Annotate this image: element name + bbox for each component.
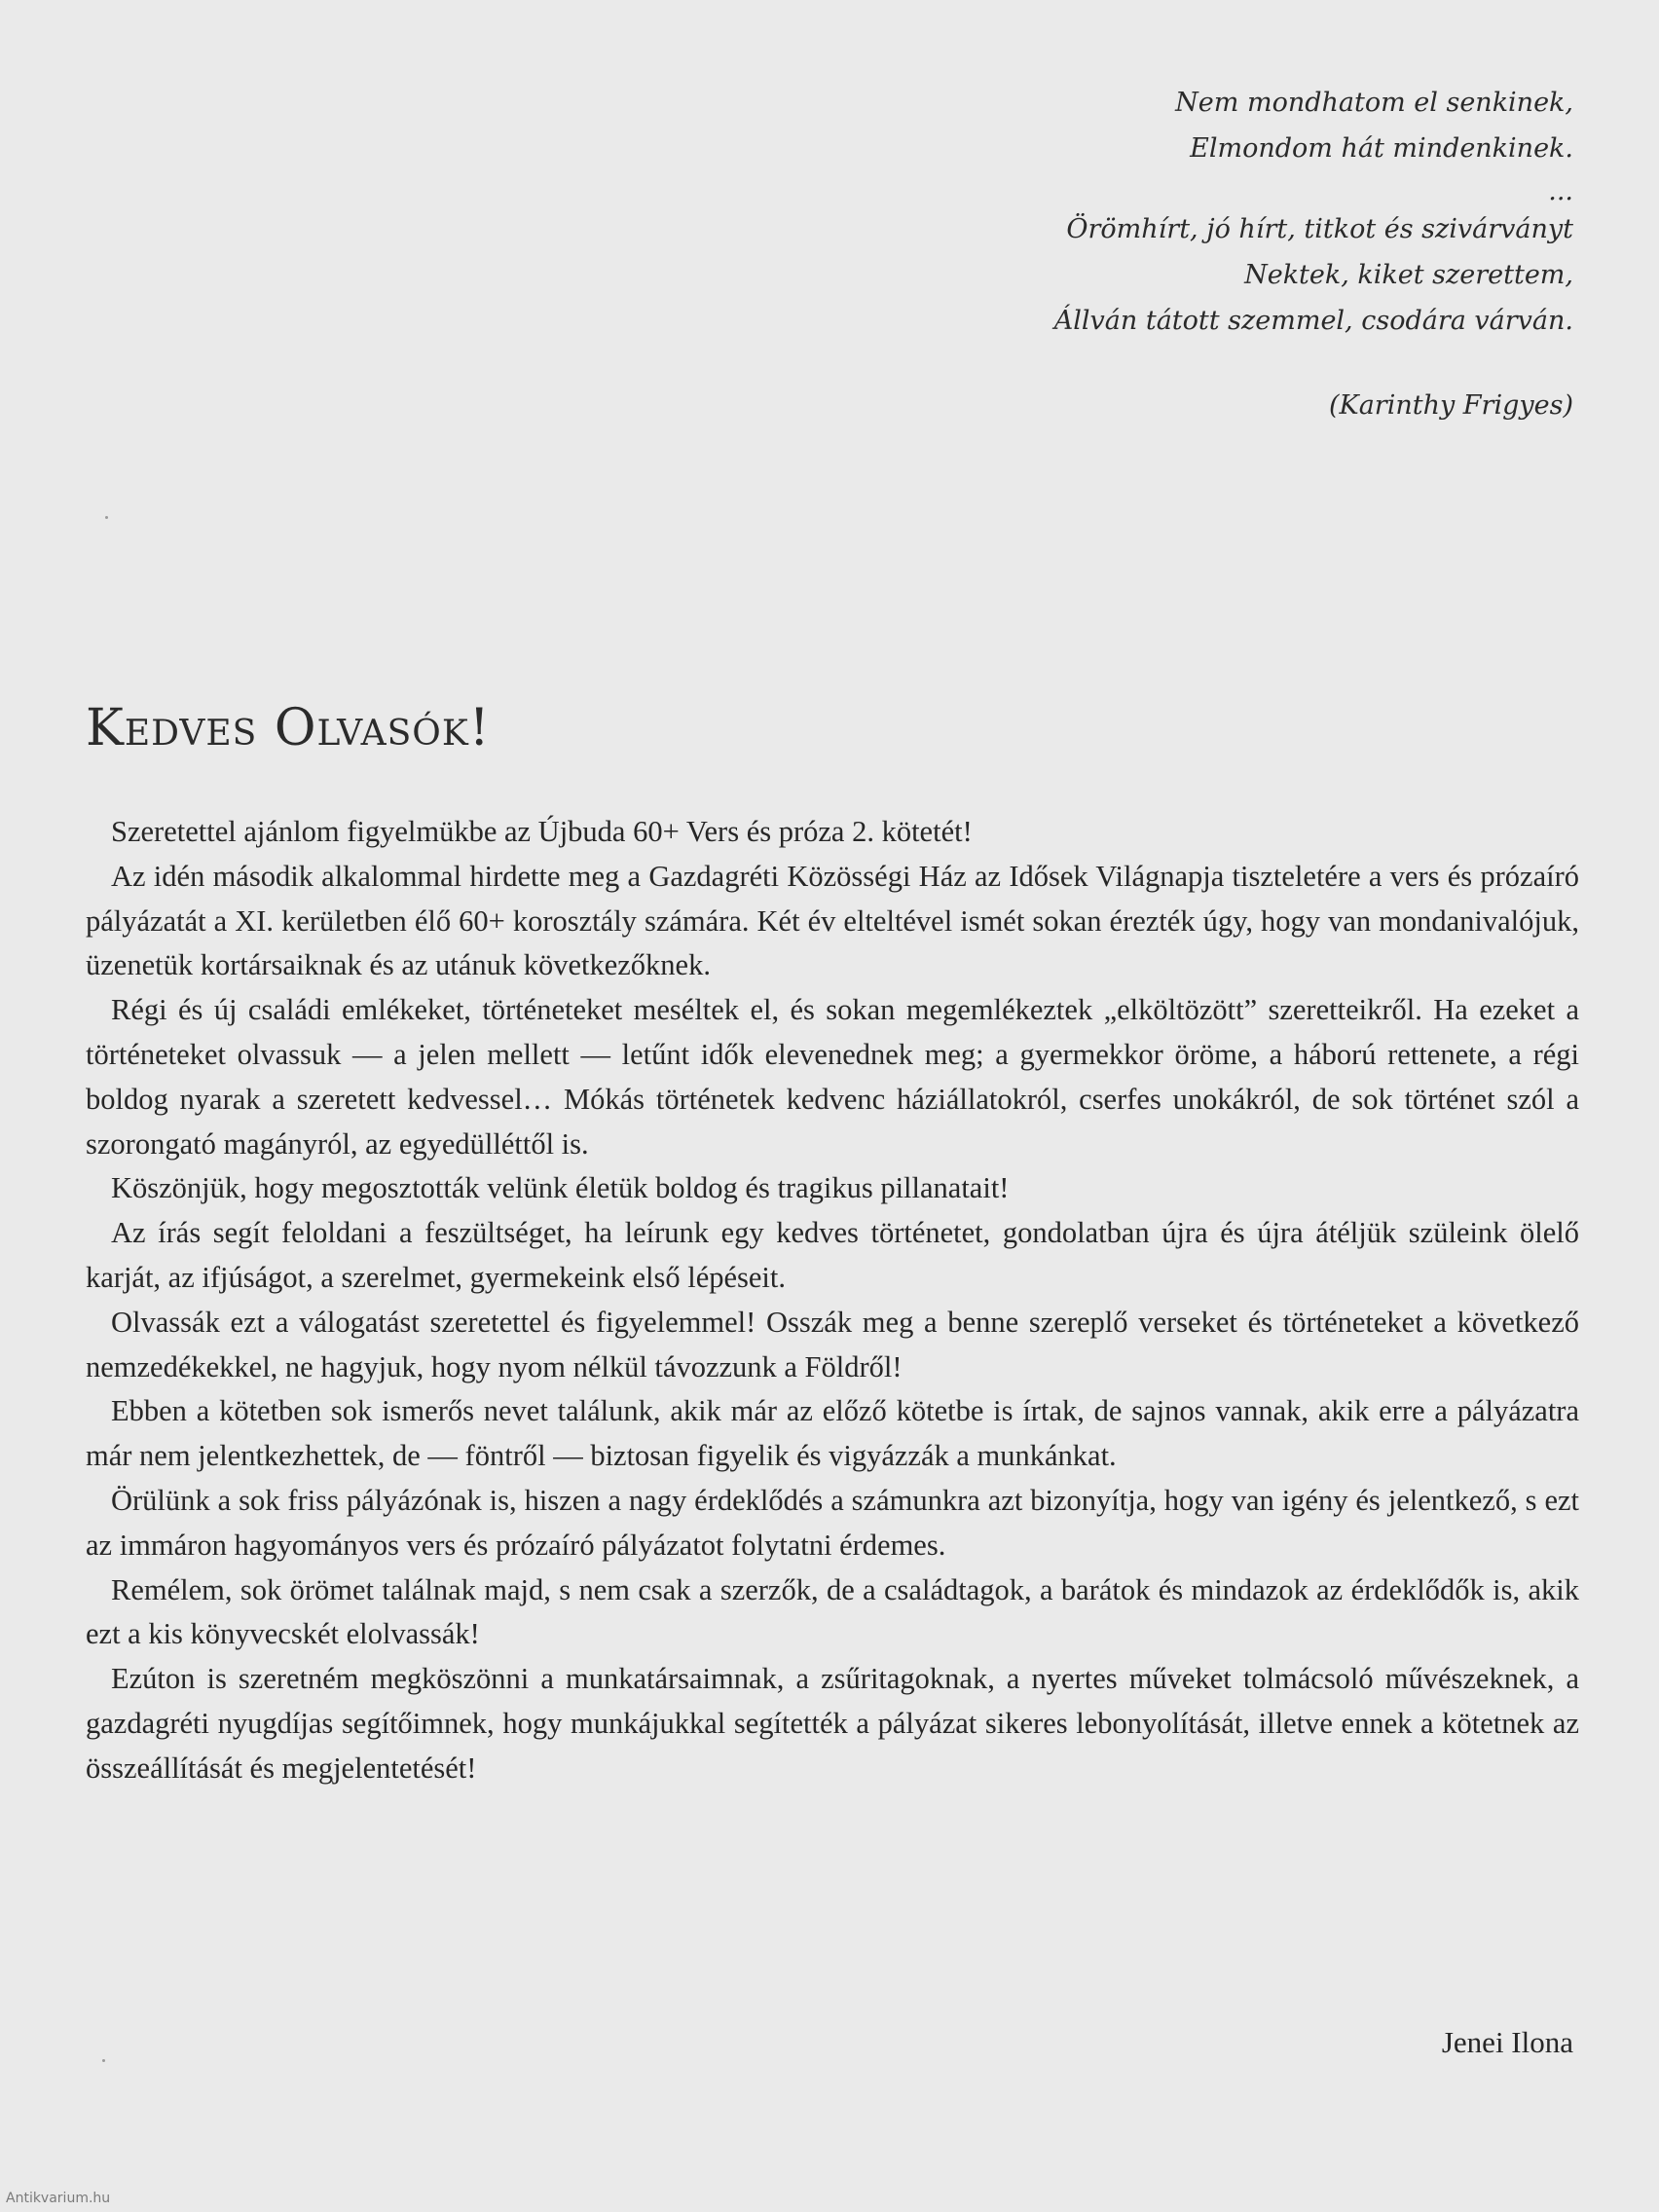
- signature: Jenei Ilona: [1441, 2025, 1573, 2059]
- poem-line: Elmondom hát mindenkinek.: [1190, 133, 1573, 164]
- poem-line: Állván tátott szemmel, csodára várván.: [1053, 306, 1573, 336]
- paragraph: Szeretettel ajánlom figyelmükbe az Újbuda 60+ Vers és próza 2. kötetét!: [111, 815, 973, 848]
- poem-line: Nem mondhatom el senkinek,: [1175, 88, 1573, 118]
- paragraph: Ezúton is szeretném megköszönni a munkatársaimnak, a zsűritagoknak, a nyertes műveket tolmácsoló művészeknek, a gazdagréti nyugdíjas segítőimnek, hogy munkájukkal segítették a pályázat sikeres lebonyolítását, illetve ennek a kötetnek az összeállítását és megjelentetését!: [86, 1662, 1579, 1785]
- letter-body: [86, 810, 1579, 1791]
- paragraph: Köszönjük, hogy megosztották velünk életük boldog és tragikus pillanatait!: [111, 1171, 1010, 1205]
- watermark: Antikvarium.hu: [6, 2191, 111, 2206]
- epigraph-poem: [1054, 80, 1573, 428]
- paragraph: Örülünk a sok friss pályázónak is, hiszen a nagy érdeklődés a számunkra azt bizonyítja, hogy van igény és jelentkező, s ezt az immáron hagyományos vers és prózaíró pályázatot folytatni érdemes.: [86, 1483, 1579, 1562]
- paragraph: Az írás segít feloldani a feszültséget, ha leírunk egy kedves történetet, gondolatban újra és újra átéljük szüleink ölelő karját, az ifjúságot, a szerelmet, gyermekeink első lépéseit.: [86, 1216, 1579, 1294]
- paragraph: Ebben a kötetben sok ismerős nevet találunk, akik már az előző kötetbe is írtak, de sajnos vannak, akik erre a pályázatra már nem jelentkezhettek, de — föntről — biztosan figyelik és vigyázzák a munkánkat.: [86, 1394, 1579, 1473]
- paragraph: Remélem, sok örömet találnak majd, s nem csak a szerzők, de a családtagok, a barátok és mindazok az érdeklődők is, akik ezt a kis könyvecskét elolvassák!: [86, 1572, 1579, 1651]
- paragraph: Olvassák ezt a válogatást szeretettel és figyelemmel! Osszák meg a benne szereplő verseket és történeteket a következő nemzedékekkel, ne hagyjuk, hogy nyom nélkül távozzunk a Földről!: [86, 1305, 1579, 1383]
- page-speck: [105, 516, 108, 519]
- page-title: Kedves Olvasók!: [86, 699, 491, 757]
- poem-attribution: (Karinthy Frigyes): [1329, 390, 1573, 421]
- poem-ellipsis: ...: [1548, 176, 1573, 206]
- page-speck: [102, 2059, 105, 2062]
- poem-line: Örömhírt, jó hírt, titkot és szivárványt: [1066, 214, 1573, 244]
- poem-line: Nektek, kiket szerettem,: [1244, 260, 1573, 290]
- paragraph: Régi és új családi emlékeket, történeteket meséltek el, és sokan megemlékeztek „elköltözött” szeretteikről. Ha ezeket a történeteket olvassuk — a jelen mellett — letűnt idők elevenednek meg; a gyermekkor öröme, a háború rettenete, a régi boldog nyarak a szeretett kedvessel… Mókás történetek kedvenc háziállatokról, cserfes unokákról, de sok történet szól a szorongató magányról, az egyedülléttől is.: [86, 993, 1579, 1161]
- paragraph: Az idén második alkalommal hirdette meg a Gazdagréti Közösségi Ház az Idősek Világnapja tiszteletére a vers és prózaíró pályázatát a XI. kerületben élő 60+ korosztály számára. Két év elteltével ismét sokan érezték úgy, hogy van mondanivalójuk, üzenetük kortársaiknak és az utánuk következőknek.: [86, 859, 1579, 982]
